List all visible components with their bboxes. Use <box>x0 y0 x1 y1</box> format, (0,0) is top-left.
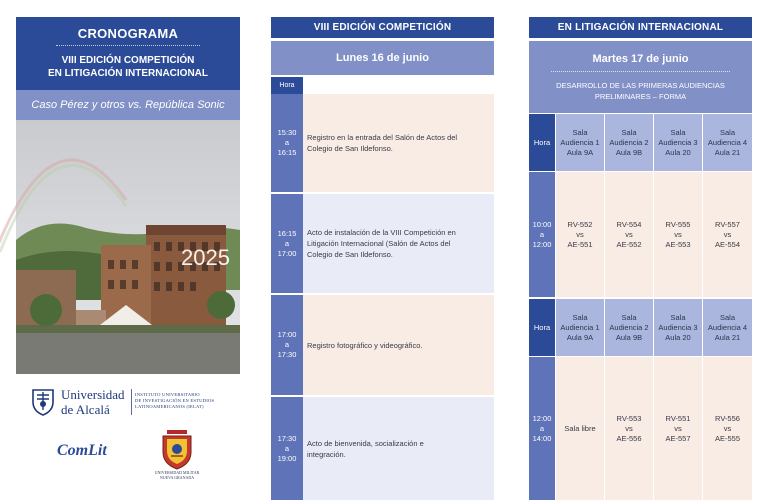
room-line: Sala <box>572 127 588 137</box>
edition-year: 2025 <box>181 245 230 270</box>
versus: vs <box>625 229 633 239</box>
time-start: 10:00 <box>532 219 552 229</box>
institute-line-3: LATINOAMERICANOS (IELAT) <box>135 404 204 409</box>
team-a: RV-554 <box>616 219 642 229</box>
umng-caption <box>149 470 205 480</box>
block-time <box>529 172 555 297</box>
session-title: DESARROLLO DE LAS PRIMERAS AUDIENCIAS PRELIMINARES – FORMA <box>556 81 725 101</box>
time-sep: a <box>284 340 290 349</box>
room-line: Sala <box>719 127 735 137</box>
time-sep: a <box>539 423 545 433</box>
time-end: 19:00 <box>277 453 297 463</box>
universidad-alcala-logo <box>30 386 230 420</box>
row-description: Registro fotográfico y videográfico. <box>307 340 423 350</box>
team-b: AE-554 <box>714 239 741 249</box>
team-a: RV-552 <box>567 219 593 229</box>
team-a: RV-557 <box>715 219 740 229</box>
row-description: Registro en la entrada del Salón de Actos del Colegio de San Ildefonso. <box>307 133 458 153</box>
room-line: Sala <box>670 127 686 137</box>
litigation-bar: EN LITIGACIÓN INTERNACIONAL <box>529 17 752 38</box>
row-time <box>271 295 303 395</box>
hearing-match <box>605 172 653 297</box>
case-name: Caso Pérez y otros vs. República Sonic <box>16 90 240 120</box>
edition-bar: VIII EDICIÓN COMPETICIÓN <box>271 17 494 38</box>
room-line: Audiencia 4 <box>707 137 748 147</box>
cover-header <box>16 17 240 90</box>
schedule-row <box>271 94 494 192</box>
room-line: Sala <box>621 312 637 322</box>
time-end: 12:00 <box>532 239 552 249</box>
room-line: Aula 20 <box>665 332 691 342</box>
room-line: Sala <box>621 127 637 137</box>
cover-subtitle <box>16 54 240 80</box>
team-a: RV-553 <box>616 413 642 423</box>
room-line: Sala <box>572 312 588 322</box>
team-a: RV-556 <box>715 413 740 423</box>
schedule-row <box>271 295 494 395</box>
cover-title: CRONOGRAMA <box>77 26 179 41</box>
team-b: AE-557 <box>665 433 691 443</box>
room-header <box>654 114 702 171</box>
room-header <box>703 114 752 171</box>
hearing-block-1 <box>529 114 752 297</box>
team-b: AE-553 <box>665 239 691 249</box>
time-start: 16:15 <box>277 228 297 238</box>
time-start: 17:30 <box>277 433 297 443</box>
subtitle-line-2: EN LITIGACIÓN INTERNACIONAL <box>48 68 208 79</box>
time-start: 17:00 <box>277 330 297 339</box>
versus: vs <box>674 423 682 433</box>
team-b: AE-552 <box>616 239 642 249</box>
university-name-line-2: de Alcalá <box>61 402 110 417</box>
hearing-match <box>556 172 604 297</box>
monday-day-header: Lunes 16 de junio <box>271 41 494 75</box>
time-start: 15:30 <box>277 128 297 137</box>
room-header <box>556 114 604 171</box>
room-line: Audiencia 3 <box>658 322 698 332</box>
hearing-match <box>703 357 752 500</box>
room-header <box>605 114 653 171</box>
row-description: Acto de instalación de la VIII Competición en Litigación Internacional (Salón de Actos del Colegio de San Ildefonso. <box>307 228 456 259</box>
umng-line-1: UNIVERSIDAD MILITAR <box>154 470 200 475</box>
ielat-institute-name <box>135 392 235 410</box>
edition-year-small: 2025 <box>192 415 230 434</box>
time-sep: a <box>284 138 290 147</box>
row-time <box>271 397 303 500</box>
free-room: Sala libre <box>556 357 604 500</box>
logo-divider <box>131 389 132 415</box>
room-header <box>605 299 653 356</box>
hearing-match <box>605 357 653 500</box>
umng-line-2: NUEVA GRANADA <box>159 475 195 480</box>
alcala-shield-icon <box>30 386 56 416</box>
row-time <box>271 194 303 293</box>
header-divider <box>56 45 200 46</box>
hearing-match <box>703 172 752 297</box>
versus: vs <box>576 229 584 239</box>
team-b: AE-556 <box>616 433 642 443</box>
hora-header: Hora <box>529 114 555 171</box>
room-header <box>556 299 604 356</box>
time-sep: a <box>539 229 545 239</box>
tuesday-day-header <box>529 41 752 113</box>
versus: vs <box>723 423 732 433</box>
time-end: 17:30 <box>277 350 297 359</box>
room-line: Audiencia 1 <box>560 137 600 147</box>
room-line: Audiencia 3 <box>658 137 698 147</box>
day-divider <box>551 71 730 72</box>
team-b: AE-551 <box>567 239 593 249</box>
university-name-line-1: Universidad <box>61 387 125 402</box>
tuesday-schedule <box>529 17 752 443</box>
room-line: Audiencia 4 <box>707 322 748 332</box>
umng-shield-icon <box>155 430 199 470</box>
room-line: Audiencia 2 <box>609 137 649 147</box>
time-sep: a <box>284 238 290 248</box>
hora-header: Hora <box>529 299 555 356</box>
team-b: AE-555 <box>714 433 741 443</box>
hora-header: Hora <box>271 77 303 94</box>
institute-line-2: DE INVESTIGACIÓN EN ESTUDIOS <box>135 398 215 403</box>
versus: vs <box>674 229 682 239</box>
room-line: Sala <box>670 312 686 322</box>
team-a: RV-555 <box>665 219 691 229</box>
room-line: Audiencia 1 <box>560 322 600 332</box>
room-header <box>703 299 752 356</box>
hearing-match <box>654 357 702 500</box>
room-line: Aula 9A <box>566 147 594 157</box>
room-header <box>654 299 702 356</box>
row-description: Acto de bienvenida, socialización e integración. <box>307 438 424 459</box>
schedule-row <box>271 397 494 500</box>
hearing-match <box>654 172 702 297</box>
monday-schedule <box>271 17 494 463</box>
umng-logo <box>155 430 199 484</box>
tuesday-date: Martes 17 de junio <box>592 53 689 65</box>
room-line: Sala <box>719 312 735 322</box>
room-line: Aula 21 <box>714 147 741 157</box>
versus: vs <box>625 423 633 433</box>
room-line: Aula 9B <box>615 147 643 157</box>
room-line: Aula 21 <box>714 332 741 342</box>
room-line: Aula 9A <box>566 332 594 342</box>
time-start: 12:00 <box>532 413 552 423</box>
versus: vs <box>723 229 732 239</box>
row-time <box>271 94 303 192</box>
room-line: Aula 20 <box>665 147 691 157</box>
comlit-logo: ComLit <box>57 442 107 459</box>
room-line: Aula 9B <box>615 332 643 342</box>
time-end: 14:00 <box>532 433 552 443</box>
time-sep: a <box>284 443 290 453</box>
subtitle-line-1: VIII EDICIÓN COMPETICIÓN <box>61 55 195 66</box>
block-time <box>529 357 555 500</box>
room-line: Audiencia 2 <box>609 322 649 332</box>
institute-line-1: INSTITUTO UNIVERSITARIO <box>135 392 200 397</box>
schedule-row <box>271 194 494 293</box>
team-a: RV-551 <box>665 413 691 423</box>
time-end: 16:15 <box>277 148 297 157</box>
hearing-block-2 <box>529 299 752 500</box>
time-end: 17:00 <box>277 248 297 258</box>
